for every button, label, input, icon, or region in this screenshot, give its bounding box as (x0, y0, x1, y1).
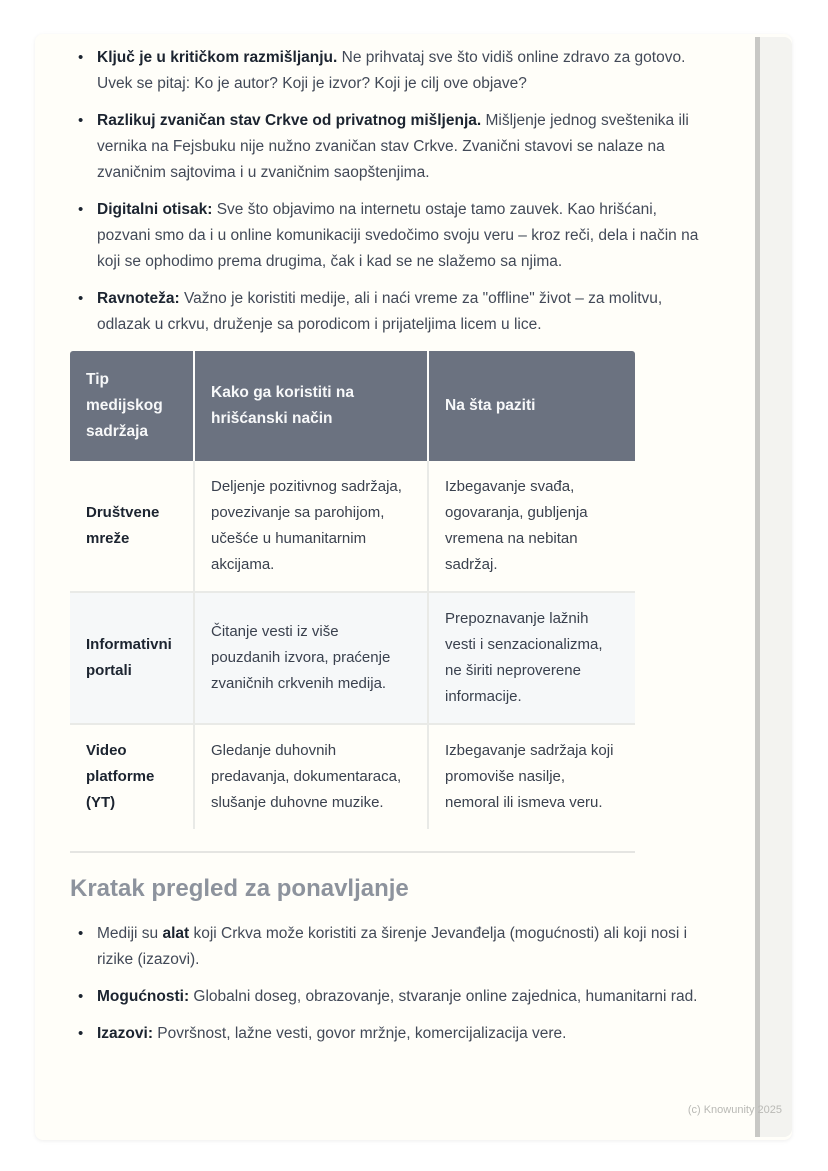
media-guidelines-list (70, 45, 710, 338)
table-row (70, 723, 635, 829)
bullet-text: Mediji su (97, 925, 163, 942)
table-header-row (70, 351, 635, 461)
summary-list (70, 921, 710, 1047)
page-content (70, 45, 710, 1058)
table-row (70, 461, 635, 591)
bullet-text: Globalni doseg, obrazovanje, stvaranje online zajednica, humanitarni rad. (189, 988, 698, 1005)
table-cell: Video platforme (YT) (70, 723, 193, 829)
table-cell: Prepoznavanje lažnih vesti i senzacionalizma, ne širiti neproverene informacije. (427, 591, 635, 723)
column-header: Tip medijskog sadržaja (70, 351, 193, 461)
bullet-text: Površnost, lažne vesti, govor mržnje, komercijalizacija vere. (152, 1025, 567, 1042)
list-item (70, 921, 710, 973)
table-cell: Gledanje duhovnih predavanja, dokumentaraca, slušanje duhovne muzike. (193, 723, 427, 829)
section-heading: Kratak pregled za ponavljanje (70, 875, 409, 902)
list-item (70, 197, 710, 275)
column-header: Na šta paziti (427, 351, 635, 461)
column-header: Kako ga koristiti na hrišćanski način (193, 351, 427, 461)
table-cell: Izbegavanje svađa, ogovaranja, gubljenja vremena na nebitan sadržaj. (427, 461, 635, 591)
document-page (35, 34, 792, 1140)
list-item (70, 45, 710, 97)
table-cell: Informativni portali (70, 591, 193, 723)
section-divider (70, 851, 635, 853)
bullet-text: Ne prihvataj sve što vidiš online zdravo za gotovo. Uvek se pitaj: Ko je autor? Koji je izvor? Koji je cilj ove objave? (97, 49, 686, 92)
table-cell: Čitanje vesti iz više pouzdanih izvora, praćenje zvaničnih crkvenih medija. (193, 591, 427, 723)
bullet-lead: Mogućnosti: (97, 988, 190, 1005)
table-cell: Deljenje pozitivnog sadržaja, povezivanje sa parohijom, učešće u humanitarnim akcijama. (193, 461, 427, 591)
table-row (70, 591, 635, 723)
copyright-watermark: (c) Knowunity 2025 (687, 1104, 782, 1116)
scrollbar-track[interactable] (755, 37, 792, 1137)
bullet-lead: Ključ je u kritičkom razmišljanju. (97, 49, 338, 66)
bullet-text: Važno je koristiti medije, ali i naći vreme za "offline" život – za molitvu, odlazak u crkvu, druženje sa porodicom i prijateljima licem u lice. (97, 290, 663, 333)
list-item (70, 1021, 710, 1047)
bullet-text: Mišljenje jednog sveštenika ili vernika na Fejsbuku nije nužno zvaničan stav Crkve. Zvanični stavovi se nalaze na zvaničnim sajtovima i u zvaničnim saopštenjima. (97, 112, 689, 181)
bullet-lead: Razlikuj zvaničan stav Crkve od privatnog mišljenja. (97, 112, 482, 129)
list-item (70, 286, 710, 338)
bullet-text: Sve što objavimo na internetu ostaje tamo zauvek. Kao hrišćani, pozvani smo da i u online komunikaciji svedočimo svoju veru – kroz reči, dela i način na koji se ophodimo prema drugima, čak i kad se ne slažemo sa njima. (97, 201, 699, 270)
bullet-lead: Digitalni otisak: (97, 201, 213, 218)
bullet-lead: Ravnoteža: (97, 290, 180, 307)
table-cell: Izbegavanje sadržaja koji promoviše nasilje, nemoral ili ismeva veru. (427, 723, 635, 829)
bullet-text: koji Crkva može koristiti za širenje Jevanđelja (mogućnosti) ali koji nosi i rizike (izazovi). (97, 925, 688, 968)
bullet-lead: alat (162, 925, 190, 942)
table-cell: Društvene mreže (86, 504, 160, 547)
list-item (70, 108, 710, 186)
bullet-lead: Izazovi: (97, 1025, 153, 1042)
media-usage-table (70, 351, 635, 829)
list-item (70, 984, 710, 1010)
